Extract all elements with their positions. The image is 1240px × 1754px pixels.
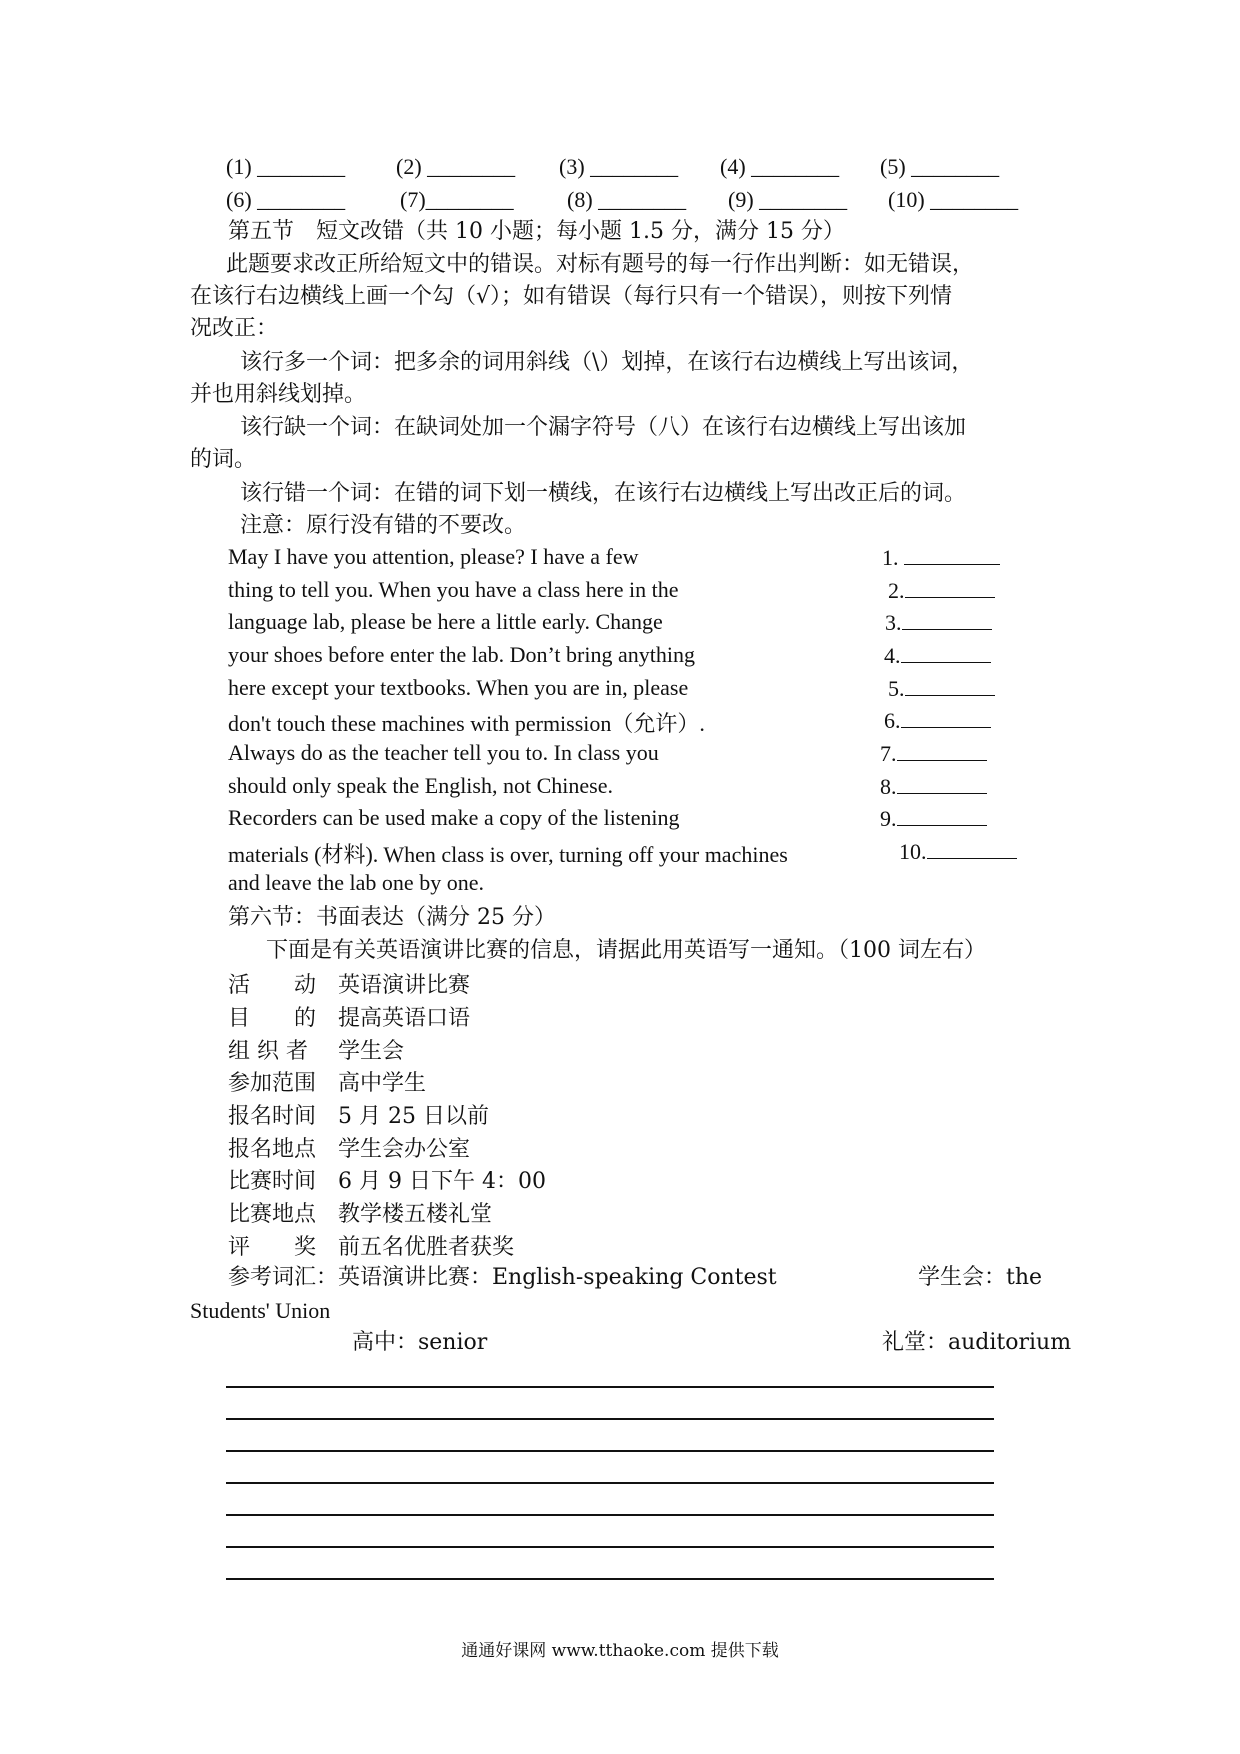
info-row [228, 1132, 470, 1163]
section6-title: 第六节：书面表达（满分 25 分） [228, 905, 556, 930]
info-value: 学生会办公室 [338, 1137, 471, 1162]
writing-line[interactable] [226, 1546, 994, 1548]
info-value: 前五名优胜者获奖 [338, 1235, 515, 1260]
correction-blank: 2. [888, 577, 995, 604]
section5-intro: 况改正： [190, 316, 279, 341]
rule-wrong-word: 该行错一个词：在错的词下划一横线，在该行右边横线上写出改正后的词。 [240, 481, 967, 506]
answer-blank: (10) ________ [888, 187, 1019, 212]
passage-line: language lab, please be here a little early. Change [228, 609, 663, 634]
passage-line: your shoes before enter the lab. Don’t bring anything [228, 642, 695, 667]
info-value: 高中学生 [338, 1071, 427, 1096]
passage-line: and leave the lab one by one. [228, 870, 484, 895]
section5-title: 第五节 短文改错（共 10 小题；每小题 1.5 分，满分 15 分） [228, 219, 845, 244]
info-row [228, 1034, 404, 1065]
info-row [228, 1230, 514, 1261]
correction-blank: 8. [880, 773, 987, 800]
passage-line: don't touch these machines with permission（允许）. [228, 711, 705, 736]
info-label: 比赛地点 [228, 1202, 317, 1227]
info-row [228, 1197, 492, 1228]
answer-blank: (6) ________ [226, 187, 346, 212]
section6-instruction: 下面是有关英语演讲比赛的信息，请据此用英语写一通知。（100 词左右） [266, 938, 986, 963]
correction-blank: 5. [888, 675, 995, 702]
correction-blank: 1. [882, 544, 1000, 571]
info-label: 参加范围 [228, 1071, 317, 1096]
info-label: 活 动 [228, 973, 317, 998]
info-label: 报名地点 [228, 1137, 317, 1162]
passage-line: here except your textbooks. When you are in, please [228, 675, 689, 700]
answer-blank: (9) ________ [728, 187, 848, 212]
vocab-line: Students' Union [190, 1298, 331, 1323]
info-value: 5 月 25 日以前 [338, 1104, 489, 1129]
info-label: 目 的 [228, 1006, 317, 1031]
answer-blank: (8) ________ [567, 187, 687, 212]
section5-intro: 在该行右边横线上画一个勾（√）；如有错误（每行只有一个错误），则按下列情 [190, 284, 953, 309]
info-value: 6 月 9 日下午 4：00 [338, 1169, 546, 1194]
passage-line: May I have you attention, please? I have a few [228, 544, 639, 569]
section5-note: 注意：原行没有错的不要改。 [240, 513, 527, 538]
answer-blank: (2) ________ [396, 154, 516, 179]
writing-line[interactable] [226, 1578, 994, 1580]
passage-line: materials (材料). When class is over, turning off your machines [228, 842, 788, 867]
page-footer: 通通好课网 www.tthaoke.com 提供下载 [461, 1641, 779, 1661]
info-label: 组 织 者 [228, 1039, 308, 1064]
writing-line[interactable] [226, 1450, 994, 1452]
info-label: 报名时间 [228, 1104, 317, 1129]
vocab-line: 礼堂：auditorium [882, 1330, 1072, 1355]
passage-line: should only speak the English, not Chinese. [228, 773, 613, 798]
writing-line[interactable] [226, 1386, 994, 1388]
answer-blank: (3) ________ [559, 154, 679, 179]
writing-line[interactable] [226, 1514, 994, 1516]
vocab-line: 参考词汇：英语演讲比赛：English-speaking Contest [228, 1265, 777, 1290]
info-row [228, 968, 470, 999]
section5-intro: 此题要求改正所给短文中的错误。对标有题号的每一行作出判断：如无错误， [226, 252, 975, 277]
answer-blank: (7)________ [400, 187, 514, 212]
info-row [228, 1066, 426, 1097]
info-row [228, 1164, 546, 1195]
rule-missing-word: 的词。 [190, 447, 257, 472]
correction-blank: 10. [899, 838, 1017, 865]
vocab-line: 学生会：the [918, 1265, 1043, 1290]
correction-blank: 3. [885, 609, 992, 636]
answer-blank: (1) ________ [226, 154, 346, 179]
info-row [228, 1001, 470, 1032]
correction-blank: 6. [884, 707, 991, 734]
writing-line[interactable] [226, 1482, 994, 1484]
passage-line: thing to tell you. When you have a class here in the [228, 577, 679, 602]
rule-extra-word: 并也用斜线划掉。 [190, 382, 367, 407]
info-value: 教学楼五楼礼堂 [338, 1202, 493, 1227]
info-label: 评 奖 [228, 1235, 317, 1260]
info-row [228, 1099, 489, 1130]
answer-blank: (5) ________ [880, 154, 1000, 179]
info-value: 提高英语口语 [338, 1006, 471, 1031]
correction-blank: 4. [884, 642, 991, 669]
passage-line: Recorders can be used make a copy of the listening [228, 805, 680, 830]
correction-blank: 9. [880, 805, 987, 832]
writing-line[interactable] [226, 1418, 994, 1420]
answer-blank: (4) ________ [720, 154, 840, 179]
rule-extra-word: 该行多一个词：把多余的词用斜线（\）划掉，在该行右边横线上写出该词， [240, 350, 974, 375]
info-value: 英语演讲比赛 [338, 973, 471, 998]
vocab-line: 高中：senior [352, 1330, 488, 1355]
info-value: 学生会 [338, 1039, 405, 1064]
passage-line: Always do as the teacher tell you to. In class you [228, 740, 659, 765]
info-label: 比赛时间 [228, 1169, 317, 1194]
correction-blank: 7. [880, 740, 987, 767]
rule-missing-word: 该行缺一个词：在缺词处加一个漏字符号（八）在该行右边横线上写出该加 [240, 415, 967, 440]
